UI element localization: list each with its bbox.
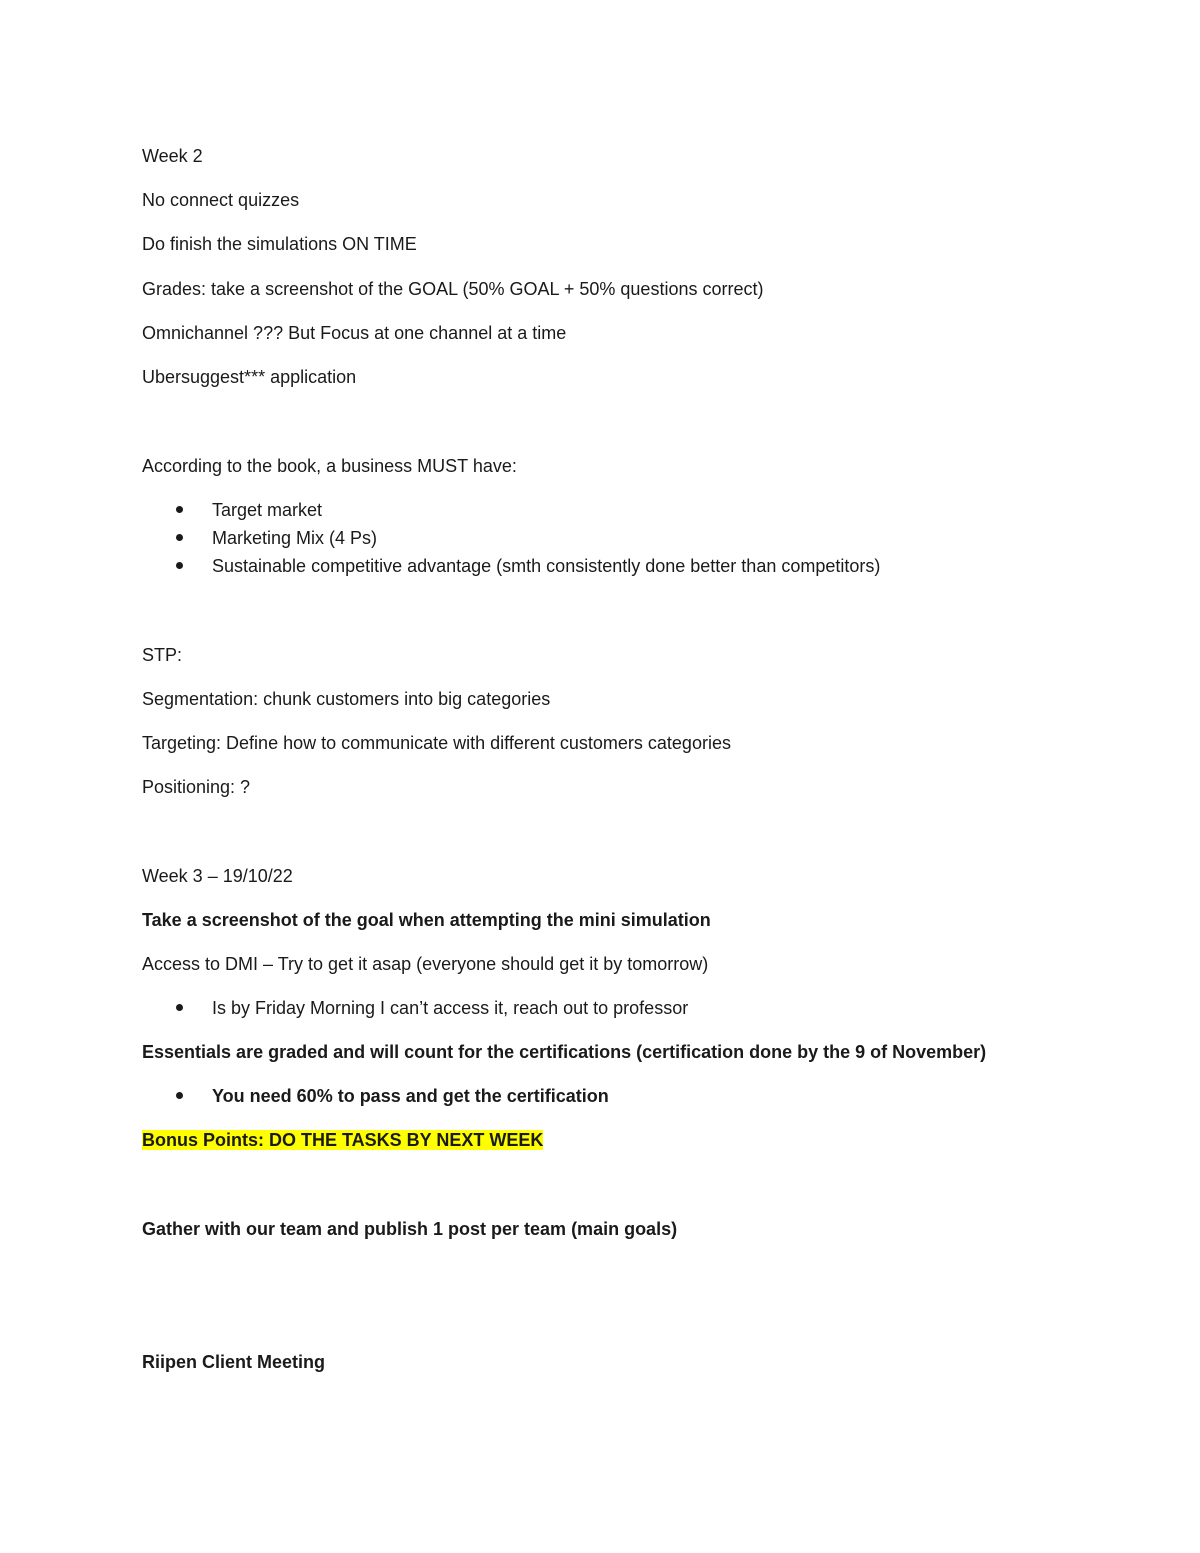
essentials-note: Essentials are graded and will count for the certifications (certification done by the 9 of November) bbox=[142, 1042, 987, 1062]
note-line: Ubersuggest*** application bbox=[142, 367, 357, 387]
stp-heading: STP: bbox=[142, 645, 183, 665]
bullet-icon bbox=[176, 562, 183, 569]
bullet-icon bbox=[176, 506, 183, 513]
bullet-icon bbox=[176, 1092, 183, 1099]
dmi-note: Access to DMI – Try to get it asap (everyone should get it by tomorrow) bbox=[142, 954, 709, 974]
riipen-heading: Riipen Client Meeting bbox=[142, 1352, 326, 1372]
business-intro: According to the book, a business MUST have: bbox=[142, 456, 517, 476]
week3-heading: Week 3 – 19/10/22 bbox=[142, 866, 293, 886]
list-item: Is by Friday Morning I can’t access it, reach out to professor bbox=[212, 998, 689, 1018]
list-item: Target market bbox=[212, 500, 323, 520]
team-note: Gather with our team and publish 1 post per team (main goals) bbox=[142, 1219, 678, 1239]
week2-heading: Week 2 bbox=[142, 146, 203, 166]
bonus-note: Bonus Points: DO THE TASKS BY NEXT WEEK bbox=[142, 1130, 544, 1150]
bullet-icon bbox=[176, 1004, 183, 1011]
note-line: Do finish the simulations ON TIME bbox=[142, 234, 417, 254]
bullet-icon bbox=[176, 534, 183, 541]
bonus-line bbox=[142, 1129, 543, 1151]
stp-item: Segmentation: chunk customers into big categories bbox=[142, 689, 551, 709]
list-item: Sustainable competitive advantage (smth consistently done better than competitors) bbox=[212, 556, 881, 576]
note-line: Omnichannel ??? But Focus at one channel at a time bbox=[142, 323, 567, 343]
screenshot-note: Take a screenshot of the goal when attempting the mini simulation bbox=[142, 910, 711, 930]
note-line: Grades: take a screenshot of the GOAL (50% GOAL + 50% questions correct) bbox=[142, 279, 764, 299]
stp-item: Targeting: Define how to communicate with different customers categories bbox=[142, 733, 731, 753]
list-item: You need 60% to pass and get the certification bbox=[212, 1086, 609, 1106]
stp-item: Positioning: ? bbox=[142, 777, 251, 797]
note-line: No connect quizzes bbox=[142, 190, 300, 210]
list-item: Marketing Mix (4 Ps) bbox=[212, 528, 378, 548]
